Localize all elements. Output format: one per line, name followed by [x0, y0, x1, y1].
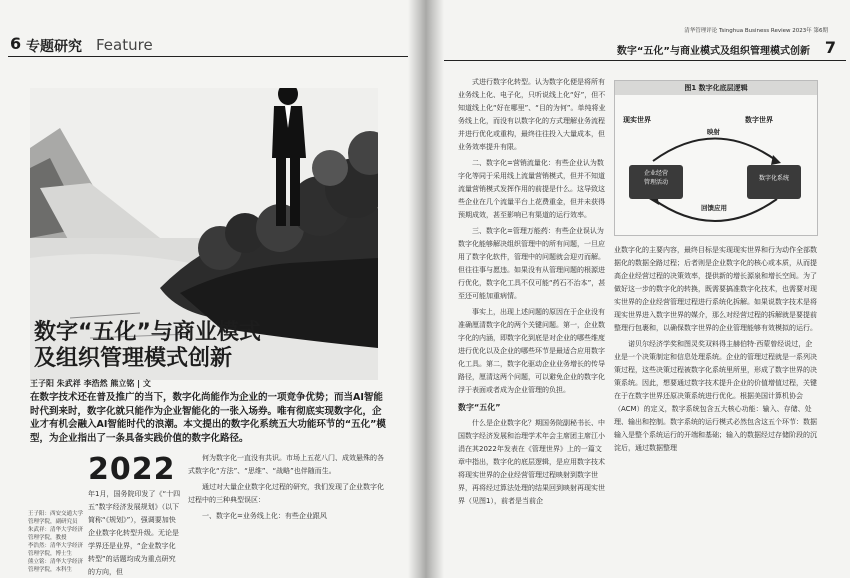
header-rule	[440, 60, 846, 61]
right-page	[436, 0, 850, 578]
left-page	[0, 0, 414, 578]
author-affiliations: 王子阳：西安交通大学管理学院，副研究员 朱武祥：清华大学经济管理学院，教授 李浩然：清华大学经济管理学院，博士生 熊立铭：清华大学经济管理学院，本科生	[28, 511, 84, 573]
paragraph: 什么是企业数字化？期国务院副秘书长、中国数字经济发展和治理学术年会主席团主席江小涓在其2022年发表在《管理世界》上的一篇文章中指出，数字化的底层逻辑，是应用数字技术将现实世界的企业经营管理过程映射到数字世界，再将经过算法处理的结果回到映射再现实世界（见图1），前者是当前企	[458, 419, 605, 505]
mapping-label: 映射	[707, 128, 720, 136]
figure-1	[614, 80, 818, 236]
paragraph: 通过对大量企业数字化过程的研究，我们发现了企业数字化过程中的三种典型误区：	[188, 483, 384, 504]
page-number-left: 6	[10, 34, 22, 53]
paragraph: 一、数字化=业务线上化：有些企业跟风	[202, 512, 327, 520]
feature-label: Feature	[96, 36, 153, 54]
book-gutter	[408, 0, 444, 578]
left-column-2	[188, 452, 388, 526]
header-rule	[8, 56, 412, 57]
running-head: 数字“五化”与商业模式及组织管理模式创新	[616, 46, 810, 57]
drop-year: 2022	[88, 452, 176, 487]
masthead: 清华管理评论 Tsinghua Business Review 2023年 第6期	[684, 28, 828, 34]
paragraph: 业数字化的主要内容，最终目标是实现现实世界和行为动作全部数据化的数据全路过程；后者则是企业数字化的核心或本质，从而提高企业经营过程的决策效率，提供新的增长源泉和增长空间。为了做好这一步的数字化的转换，既需要搞准数字化技术，也需要对现实世界的企业经营管理过程进行系统化拆解。如果说数字技术是将现实世界进入数字世界的媒介，那么对经营过程的拆解就是要提前整理行包裹和，以确保数字世界的企业管理能够有效模拟的运行。	[614, 246, 817, 332]
article-title-line2: 及组织管理模式创新	[34, 346, 233, 371]
paragraph: 式进行数字化转型。认为数字化便是将所有业务线上化、电子化，只听说线上化“好”，但不知道线上化“好在哪里”、“目的为何”。单纯将业务线上化，而没有以数字化的方式理解业务流程并进行优化或重构，最终往往投入大量成本，但业务效率提升有限。	[458, 78, 606, 151]
section-label: 专题研究	[26, 39, 82, 55]
paragraph: 二、数字化=营销流量化：有些企业认为数字化等同于采用线上流量营销模式，但并不知道流量营销模式发挥作用的前提是什么。这导致这些企业在几个流量平台上花费重金，但并未获得预期成效，甚至影响已有渠道的运行效率。	[458, 159, 605, 219]
paragraph: 何为数字化一直没有共识。市场上五花八门、成效悬殊的各式数字化“方法”、“思维”、“战略”也伴随而生。	[188, 454, 384, 475]
paragraph: 年1月，国务院印发了《“十四五”数字经济发展规划》（以下简称“《规划》”），强调要加快企业数字化转型升级。无论是学界还是业界，“企业数字化转型”的话题均成为重点研究的方向，但	[88, 490, 181, 576]
paragraph: 三、数字化=管理万能药：有些企业误认为数字化能够解决组织管理中的所有问题，一旦应用了数字化软件，管理中的问题就会迎刃而解。但往往事与愿违。如果没有从管理问题的根源进行优化，数字化工具不仅可能“药石不治本”，甚至还可能加重病情。	[458, 227, 606, 300]
digital-system-box: 数字化系统	[758, 175, 789, 182]
abstract: 在数字技术还在普及推广的当下，数字化尚能作为企业的一项竞争优势；而当AI智能时代到来时，数字化就只能作为企业智能化的一张入场券。唯有彻底实现数字化，企业才有机会融入AI智能时代的浪潮。本文提出的数字化系统五大功能环节的“五化”模型，为企业指出了一条具备实践价值的数字化路径。	[30, 392, 386, 444]
right-column-1	[458, 76, 606, 511]
page-number-right: 7	[824, 38, 836, 57]
feedback-label: 回馈应用	[701, 204, 727, 212]
left-column-1	[88, 488, 182, 578]
section-heading: 数字“五化”	[458, 403, 501, 412]
paragraph: 事实上，出现上述问题的原因在于企业没有准确厘清数字化的两个关键问题。第一，企业数字化的内涵，即数字化到底是对企业的哪些维度进行优化以及企业的哪些环节是最适合应用数字化工具。第二，数字化驱动企业业务增长的传导路径，厘清这两个问题，可以避免企业的数字化浮于表面或者成为企业管理的负担。	[458, 308, 605, 394]
article-title-line1: 数字“五化”与商业模式	[34, 320, 261, 345]
figure-title: 图1 数字化底层逻辑	[615, 81, 817, 95]
business-activity-box: 企业经营 管理活动	[643, 170, 668, 186]
paragraph: 诺贝尔经济学奖和图灵奖双料得主赫伯特·西蒙曾经说过，企业是一个决策制定和信息处理系统。企业的管理过程就是一系列决策过程，这些决策过程被数字化系统里所里，形成了数字世界的决策系统。因此，想要通过数字技术提升企业的价值增值过程，关键在于在数字世界还原决策系统进行优化。根据美国计算机协会（ACM）的定义，数字系统包含五大核心功能：输入、存储、处理、输出和控制。数字系统的运行模式必然包含这五个环节：数据输入是整个系统运行的开端和基础；输入的数据经过存储阶段的沉淀后，通过数据整理	[614, 340, 817, 452]
authors: 王子阳 朱武祥 李浩然 熊立铭 | 文	[30, 379, 151, 388]
real-world-label: 现实世界	[623, 116, 651, 124]
digital-world-label: 数字世界	[745, 116, 773, 124]
right-column-2	[614, 244, 818, 458]
